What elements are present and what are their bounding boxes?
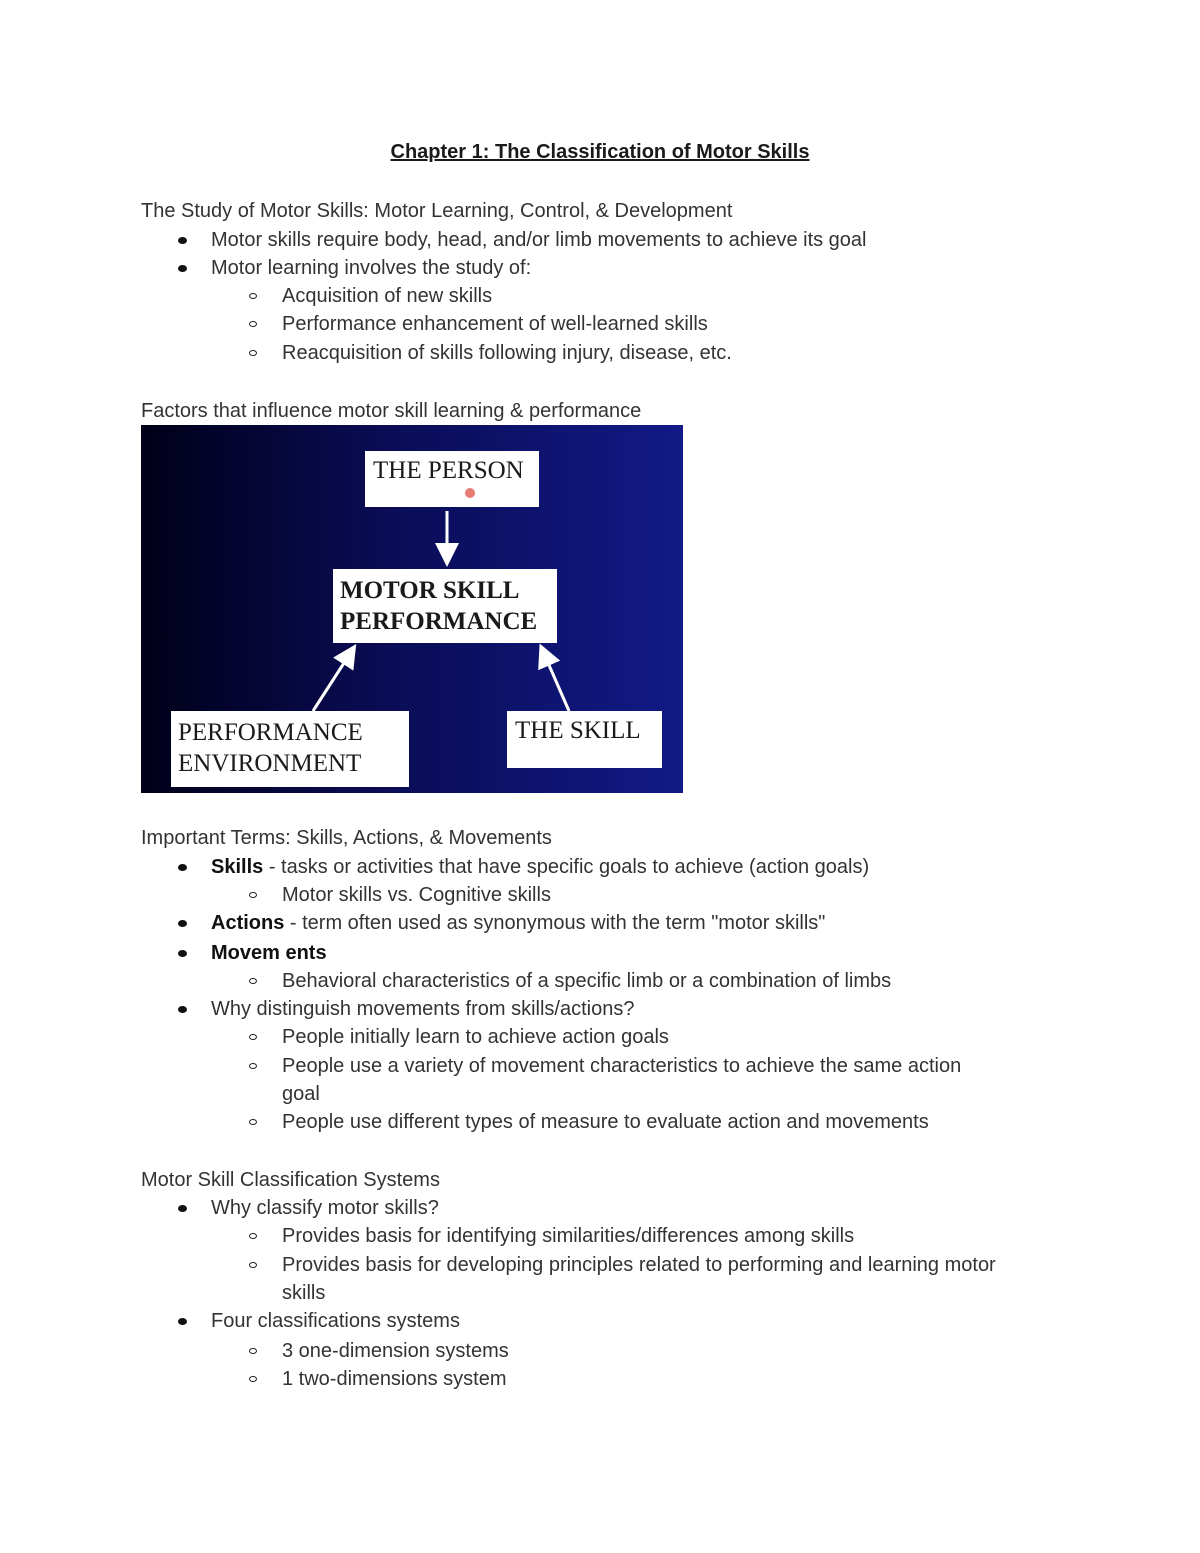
sub-list-item: Provides basis for developing principles related to performing and learning motor [282, 1254, 996, 1276]
arrow-skill-to-motor [542, 649, 569, 711]
box-motor-line1: MOTOR SKILL [340, 577, 520, 604]
bullet-disc [178, 1205, 187, 1212]
bullet-circle [249, 1376, 257, 1382]
term-actions-def: - term often used as synonymous with the term "motor skills" [284, 912, 826, 934]
sub-list-item: Reacquisition of skills following injury, disease, etc. [282, 342, 732, 364]
list-item-movements [211, 939, 327, 967]
term-actions: Actions [211, 912, 285, 934]
box-skill-label: THE SKILL [515, 717, 641, 744]
sub-list-item: Motor skills vs. Cognitive skills [282, 884, 551, 906]
bullet-disc [178, 237, 187, 244]
sub-list-item: Provides basis for identifying similarities/differences among skills [282, 1225, 855, 1247]
bullet-circle [249, 892, 257, 898]
box-performance-environment [171, 711, 409, 787]
bullet-circle [249, 1348, 257, 1354]
bullet-circle [249, 978, 257, 984]
box-motor-skill-performance [333, 569, 557, 643]
page-title: Chapter 1: The Classification of Motor Skills [390, 141, 810, 163]
arrow-env-to-motor [313, 649, 353, 711]
section-heading-study: The Study of Motor Skills: Motor Learning, Control, & Development [141, 200, 733, 222]
sub-list-item: People use different types of measure to evaluate action and movements [282, 1111, 929, 1133]
list-item-actions [211, 909, 825, 937]
sub-list-item: People use a variety of movement characteristics to achieve the same action [282, 1055, 962, 1077]
bullet-disc [178, 864, 187, 871]
dot-marker [465, 488, 475, 498]
bullet-circle [249, 1233, 257, 1239]
term-skills-def: - tasks or activities that have specific goals to achieve (action goals) [263, 856, 870, 878]
bullet-circle [249, 1119, 257, 1125]
section-heading-terms: Important Terms: Skills, Actions, & Movements [141, 827, 552, 849]
bullet-circle [249, 1262, 257, 1268]
bullet-disc [178, 1318, 187, 1325]
list-item: Why classify motor skills? [211, 1197, 439, 1219]
sub-list-item: Behavioral characteristics of a specific limb or a combination of limbs [282, 970, 892, 992]
bullet-circle [249, 1034, 257, 1040]
section-heading-classification: Motor Skill Classification Systems [141, 1169, 440, 1191]
sub-list-item: People initially learn to achieve action goals [282, 1026, 669, 1048]
term-skills: Skills [211, 856, 264, 878]
list-item: Motor learning involves the study of: [211, 257, 532, 279]
bullet-circle [249, 293, 257, 299]
bullet-disc [178, 950, 187, 957]
list-item: Four classifications systems [211, 1310, 460, 1332]
box-motor-line2: PERFORMANCE [340, 608, 538, 635]
sub-list-item-continued: goal [282, 1083, 320, 1105]
bullet-disc [178, 265, 187, 272]
bullet-disc [178, 920, 187, 927]
list-item: Motor skills require body, head, and/or limb movements to achieve its goal [211, 229, 867, 251]
sub-list-item-continued: skills [282, 1282, 326, 1304]
bullet-disc [178, 1006, 187, 1013]
factors-diagram [141, 425, 683, 793]
sub-list-item: 3 one-dimension systems [282, 1340, 509, 1362]
section-heading-factors: Factors that influence motor skill learning & performance [141, 400, 642, 422]
term-movements: Movem ents [211, 942, 327, 964]
box-person-label: THE PERSON [373, 457, 524, 484]
bullet-circle [249, 1063, 257, 1069]
sub-list-item: 1 two-dimensions system [282, 1368, 507, 1390]
box-the-person [365, 451, 539, 507]
bullet-circle [249, 321, 257, 327]
sub-list-item: Performance enhancement of well-learned skills [282, 313, 708, 335]
box-env-line1: PERFORMANCE [178, 719, 363, 746]
sub-list-item: Acquisition of new skills [282, 285, 493, 307]
box-the-skill [507, 711, 662, 768]
bullet-circle [249, 350, 257, 356]
list-item: Why distinguish movements from skills/actions? [211, 998, 635, 1020]
list-item-skills [211, 853, 869, 881]
box-env-line2: ENVIRONMENT [178, 750, 362, 777]
